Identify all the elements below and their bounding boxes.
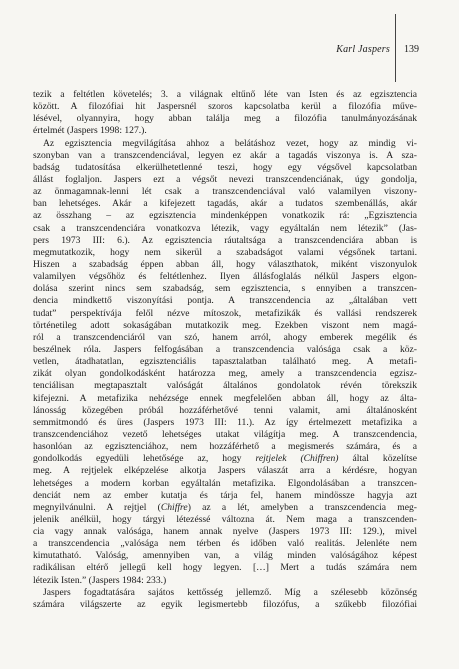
text-line: cia vagy annak valósága, hanem annak nyelve (Jaspers 1973 III: 129.), mivel (33, 526, 417, 538)
text-line: értelmét (Jaspers 1998: 127.). (33, 125, 147, 137)
text-line: beszélnek róla. Jaspers felfogásában a transzcendencia valósága csak a köz- (33, 343, 417, 355)
text-line: tenciálisan megtapasztalt valóságát általános gondolatok révén törekszik (33, 380, 417, 392)
text-line: vetlen, átadhatatlan, egzisztenciális tapasztalatban található meg. A metafi- (33, 356, 417, 368)
text-line: zikát olyan gondolkodásként határozza meg, amely a transzcendencia egzisz- (33, 368, 417, 380)
text-line: Hiszen a szabadság éppen abban áll, hogy választhatok, miként viszonyulok (33, 258, 417, 270)
text-line: jelenik anélkül, hogy tárgyi létezéssé változna át. Nem maga a transzcenden- (33, 513, 417, 525)
text-line: csak a transzcendenciára vonatkozva létezik, vagy egyáltalán nem létezik” (Jas- (33, 222, 417, 234)
text-line: valamilyen végsőhöz és feltétlenhez. Ilyen állásfoglalás nélkül Jaspers elgon- (33, 271, 417, 283)
text-line: radikálisan eltérő jellegű kell hogy legyen. […] Mert a tudás számára nem (33, 562, 417, 574)
text-line: lánosság közegében próbál hozzáférhetővé tenni valamit, ami általánosként (33, 404, 417, 416)
text-line: megnyilvánulni. A rejtjel (Chiffre) az a lét, amelyben a transzcendencia meg- (33, 501, 417, 513)
text-line: Az egzisztencia megvilágítása ahhoz a belátáshoz vezet, hogy az mindig vi- (43, 137, 417, 149)
text-line: pers 1973 III: 6.). Az egzisztencia ráutaltsága a transzcendenciára abban is (33, 234, 417, 246)
text-line: meg. A rejtjelek elképzelése alkotja Jaspers válaszát arra a kérdésre, hogyan (33, 465, 417, 477)
text-line: transzcendenciához vezető lehetséges utakat világítja meg. A transzcendencia, (33, 428, 417, 440)
text-line: megmutatkozik, hogy nem sikerül a szabadságot valami végsőnek tartani. (33, 246, 417, 258)
text-line: dencia mindkettő viszonyítási pontja. A transzcendencia az „általában vett (33, 295, 417, 307)
text-line: denciát nem az ember kutatja és tárja fel, hanem mindössze hagyja azt (33, 489, 417, 501)
text-line: számára világszerte az egyik legismertebb filozófus, a szűkebb filozófiai (33, 598, 417, 610)
text-line: történetileg adott sokaságában mutatkozik meg. Ezekben viszont nem magá- (33, 319, 417, 331)
text-line: hasonlóan az egzisztenciához, nem hozzáférhető a megismerés számára, és a (33, 441, 417, 453)
text-line: Jaspers fogadtatására sajátos kettősség jellemző. Míg a szélesebb közönség (43, 586, 417, 598)
body-text (33, 89, 417, 611)
text-line: létezik Isten.” (Jaspers 1984: 233.) (33, 574, 167, 586)
text-line: az önmagamnak-lenni lét csak a transzcendenciával való valamilyen viszony- (33, 186, 417, 198)
page-number: 139 (404, 44, 419, 55)
text-line: szonyban van a transzcendenciával, legyen ez akár a tagadás viszonya is. A sza- (33, 149, 417, 161)
header-divider-rule (395, 14, 396, 82)
text-line: a transzcendencia „valósága nem térben és időben való realitás. Jelenléte nem (33, 538, 417, 550)
text-line: ban lehetséges. Akár a kifejezett tagadás, akár a tudatos szembenállás, akár (33, 198, 417, 210)
text-line: között. A filozófiai hit Jaspersnél szoros kapcsolatba kerül a filozófia műve- (33, 101, 417, 113)
text-line: kimutatható. Valóság, amennyiben van, a világ minden valóságához képest (33, 550, 417, 562)
text-line: tudat” perspektívája felől nézve mítoszok, metafizikák és vallási rendszerek (33, 307, 417, 319)
text-line: lésével, olyannyira, hogy abban találja meg a filozófia tanulmányozásának (33, 113, 417, 125)
text-line: az összhang – az egzisztencia mindenképpen vonatkozik rá: „Egzisztencia (33, 210, 417, 222)
text-line: semmitmondó és üres (Jaspers 1973 III: 11.). Az így értelmezett metafizika a (33, 416, 417, 428)
text-line: tezik a feltétlen követelés; 3. a világnak eltűnő léte van Isten és az egzisztencia (33, 89, 417, 100)
running-head: Karl Jaspers (336, 44, 390, 55)
text-line: kifejezni. A metafizika nehézsége ennek megfelelően abban áll, hogy az álta- (33, 392, 417, 404)
text-line: lehetséges a modern korban egyáltalán metafizika. Elgondolásában a transzcen- (33, 477, 417, 489)
text-line: állást foglaljon. Jaspers ezt a végsőt nevezi transzcendenciának, úgy gondolja, (33, 173, 417, 185)
text-line: ról a transzcendenciáról van szó, hanem arról, ahogy emberek megélik és (33, 331, 417, 343)
text-line: gondolkodás egyedüli lehetősége az, hogy rejtjelek (Chiffren) által közelítse (33, 453, 417, 465)
text-line: dolása szerint nincs sem szabadság, sem egzisztencia, s ennyiben a transzcen- (33, 283, 417, 295)
text-line: badság tudatosítása elkerülhetetlenné teszi, hogy egy végsővel kapcsolatban (33, 161, 417, 173)
